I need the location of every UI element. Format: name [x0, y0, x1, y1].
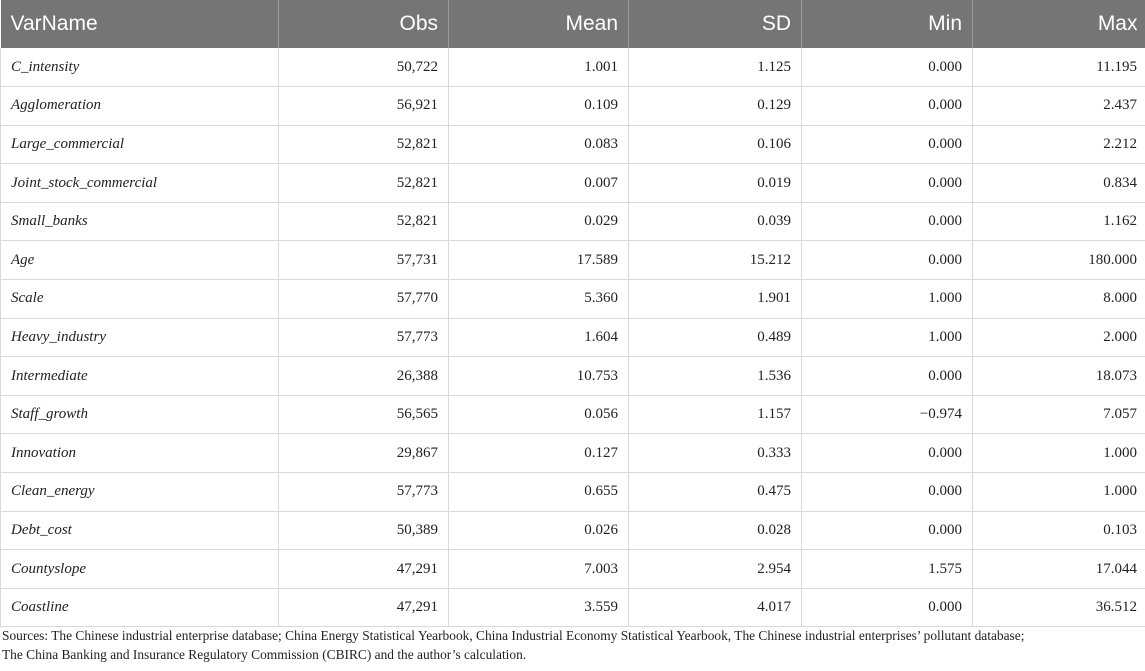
cell-varname: Scale — [1, 280, 279, 319]
table-row — [1, 202, 1145, 241]
source-note-line-1: Sources: The Chinese industrial enterprise database; China Energy Statistical Yearbook, China Industrial Economy Statistical Yearbook, The Chinese industrial enterprises’ pollutant database; — [2, 628, 1025, 643]
table-row — [1, 125, 1145, 164]
cell-min: 0.000 — [802, 125, 973, 164]
cell-obs: 50,722 — [279, 48, 449, 87]
cell-varname: Heavy_industry — [1, 318, 279, 357]
cell-obs: 56,921 — [279, 87, 449, 126]
cell-sd: 0.333 — [629, 434, 802, 473]
cell-max: 0.834 — [973, 164, 1145, 203]
cell-min: 0.000 — [802, 511, 973, 550]
cell-max: 11.195 — [973, 48, 1145, 87]
table-row — [1, 48, 1145, 87]
cell-mean: 0.026 — [449, 511, 629, 550]
cell-mean: 0.056 — [449, 395, 629, 434]
cell-obs: 47,291 — [279, 588, 449, 627]
cell-varname: Innovation — [1, 434, 279, 473]
cell-min: −0.974 — [802, 395, 973, 434]
cell-obs: 56,565 — [279, 395, 449, 434]
table-body — [1, 48, 1145, 627]
cell-obs: 52,821 — [279, 125, 449, 164]
cell-mean: 3.559 — [449, 588, 629, 627]
cell-sd: 1.125 — [629, 48, 802, 87]
table-row — [1, 241, 1145, 280]
table-row — [1, 434, 1145, 473]
cell-max: 0.103 — [973, 511, 1145, 550]
cell-max: 180.000 — [973, 241, 1145, 280]
cell-varname: Countyslope — [1, 550, 279, 589]
header-sd: SD — [629, 0, 802, 48]
cell-obs: 57,773 — [279, 318, 449, 357]
cell-sd: 0.039 — [629, 202, 802, 241]
cell-max: 1.162 — [973, 202, 1145, 241]
header-varname: VarName — [1, 0, 279, 48]
header-obs: Obs — [279, 0, 449, 48]
cell-obs: 26,388 — [279, 357, 449, 396]
cell-mean: 1.001 — [449, 48, 629, 87]
cell-min: 0.000 — [802, 588, 973, 627]
cell-obs: 50,389 — [279, 511, 449, 550]
cell-min: 0.000 — [802, 473, 973, 512]
cell-max: 8.000 — [973, 280, 1145, 319]
cell-sd: 0.475 — [629, 473, 802, 512]
cell-min: 1.000 — [802, 280, 973, 319]
table-row — [1, 318, 1145, 357]
cell-min: 0.000 — [802, 48, 973, 87]
cell-min: 0.000 — [802, 434, 973, 473]
cell-varname: Large_commercial — [1, 125, 279, 164]
cell-obs: 47,291 — [279, 550, 449, 589]
cell-sd: 4.017 — [629, 588, 802, 627]
cell-max: 36.512 — [973, 588, 1145, 627]
cell-varname: Clean_energy — [1, 473, 279, 512]
cell-mean: 7.003 — [449, 550, 629, 589]
cell-mean: 1.604 — [449, 318, 629, 357]
cell-sd: 0.019 — [629, 164, 802, 203]
cell-max: 18.073 — [973, 357, 1145, 396]
cell-sd: 15.212 — [629, 241, 802, 280]
cell-sd: 0.489 — [629, 318, 802, 357]
header-mean: Mean — [449, 0, 629, 48]
cell-sd: 2.954 — [629, 550, 802, 589]
cell-obs: 57,773 — [279, 473, 449, 512]
cell-varname: Joint_stock_commercial — [1, 164, 279, 203]
cell-max: 2.212 — [973, 125, 1145, 164]
cell-sd: 1.157 — [629, 395, 802, 434]
table-row — [1, 473, 1145, 512]
cell-varname: Coastline — [1, 588, 279, 627]
table-row — [1, 550, 1145, 589]
cell-min: 0.000 — [802, 164, 973, 203]
table-row — [1, 164, 1145, 203]
header-row — [1, 0, 1145, 48]
header-max: Max — [1097, 12, 1138, 35]
cell-varname: C_intensity — [1, 48, 279, 87]
cell-varname: Debt_cost — [1, 511, 279, 550]
table-row — [1, 395, 1145, 434]
table-row — [1, 511, 1145, 550]
cell-min: 1.575 — [802, 550, 973, 589]
header-min: Min — [802, 0, 973, 48]
cell-sd: 0.129 — [629, 87, 802, 126]
table-row — [1, 280, 1145, 319]
cell-sd: 0.028 — [629, 511, 802, 550]
cell-max: 1.000 — [973, 434, 1145, 473]
cell-obs: 57,770 — [279, 280, 449, 319]
cell-mean: 0.029 — [449, 202, 629, 241]
cell-mean: 0.109 — [449, 87, 629, 126]
cell-varname: Staff_growth — [1, 395, 279, 434]
cell-max: 7.057 — [973, 395, 1145, 434]
cell-max: 2.000 — [973, 318, 1145, 357]
cell-sd: 1.901 — [629, 280, 802, 319]
cell-sd: 0.106 — [629, 125, 802, 164]
cell-varname: Age — [1, 241, 279, 280]
cell-min: 0.000 — [802, 357, 973, 396]
cell-obs: 57,731 — [279, 241, 449, 280]
table-source-note — [2, 626, 1142, 664]
cell-varname: Agglomeration — [1, 87, 279, 126]
table-header — [1, 0, 1145, 48]
cell-max: 2.437 — [973, 87, 1145, 126]
cell-sd: 1.536 — [629, 357, 802, 396]
cell-obs: 52,821 — [279, 202, 449, 241]
table-row — [1, 357, 1145, 396]
table-row — [1, 588, 1145, 627]
table-row — [1, 87, 1145, 126]
cell-min: 0.000 — [802, 87, 973, 126]
cell-mean: 17.589 — [449, 241, 629, 280]
cell-mean: 10.753 — [449, 357, 629, 396]
cell-obs: 52,821 — [279, 164, 449, 203]
cell-min: 0.000 — [802, 241, 973, 280]
cell-mean: 0.083 — [449, 125, 629, 164]
cell-max: 1.000 — [973, 473, 1145, 512]
cell-mean: 0.655 — [449, 473, 629, 512]
cell-mean: 5.360 — [449, 280, 629, 319]
cell-mean: 0.007 — [449, 164, 629, 203]
cell-min: 1.000 — [802, 318, 973, 357]
cell-mean: 0.127 — [449, 434, 629, 473]
cell-max: 17.044 — [973, 550, 1145, 589]
source-note-line-2: The China Banking and Insurance Regulatory Commission (CBIRC) and the author’s calculation. — [2, 647, 527, 662]
cell-varname: Intermediate — [1, 357, 279, 396]
cell-obs: 29,867 — [279, 434, 449, 473]
cell-min: 0.000 — [802, 202, 973, 241]
cell-varname: Small_banks — [1, 202, 279, 241]
